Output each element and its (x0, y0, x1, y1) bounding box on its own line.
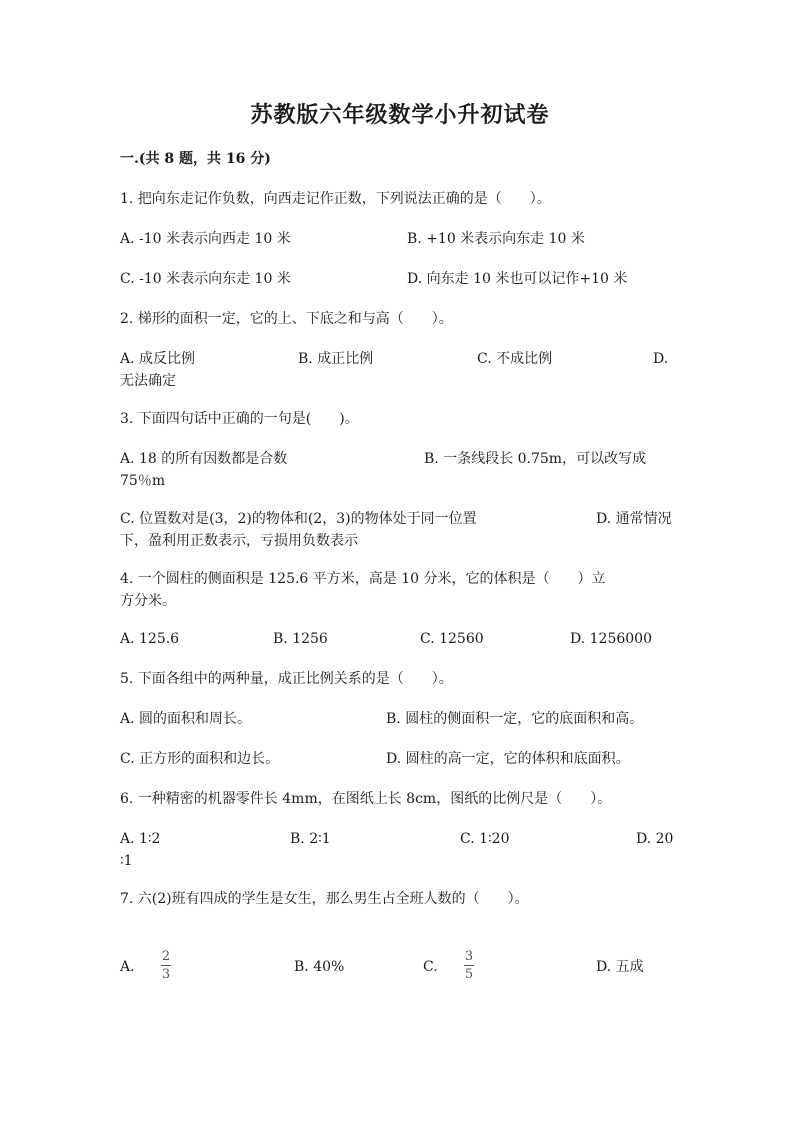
q7-option-d: D. 五成 (596, 959, 644, 975)
fraction-numerator: 2 (161, 949, 171, 964)
q7-option-c-label: C. (423, 959, 438, 975)
q4-option-c: C. 12560 (420, 631, 484, 647)
q6-option-b: B. 2∶1 (290, 831, 331, 847)
question-3-stem: 3. 下面四句话中正确的一句是( )。 (120, 411, 359, 427)
section-heading: 一.(共 8 题，共 16 分) (120, 151, 271, 167)
fraction-bar (161, 965, 171, 966)
question-4-stem-cont: 方分米。 (120, 593, 176, 609)
q5-option-a: A. 圆的面积和周长。 (120, 711, 252, 727)
q6-option-c: C. 1∶20 (460, 831, 510, 847)
question-2-stem: 2. 梯形的面积一定，它的上、下底之和与高（ ）。 (120, 311, 453, 327)
q5-option-c: C. 正方形的面积和边长。 (120, 751, 280, 767)
q3-option-a: A. 18 的所有因数都是合数 (120, 451, 288, 467)
question-1-stem: 1. 把向东走记作负数，向西走记作正数，下列说法正确的是（ ）。 (120, 191, 551, 207)
fraction-denominator: 3 (161, 967, 171, 982)
question-7-stem: 7. 六(2)班有四成的学生是女生，那么男生占全班人数的（ ）。 (120, 891, 529, 907)
q2-option-d-text: 无法确定 (120, 373, 176, 389)
fraction-numerator: 3 (464, 949, 474, 964)
q2-option-d-label: D. (653, 351, 669, 367)
q3-option-d-cont: 下，盈利用正数表示，亏损用负数表示 (120, 533, 358, 549)
q1-option-a: A. -10 米表示向西走 10 米 (120, 231, 291, 247)
q6-option-a: A. 1∶2 (120, 831, 161, 847)
q1-option-c: C. -10 米表示向东走 10 米 (120, 271, 291, 287)
q4-option-b: B. 1256 (273, 631, 328, 647)
q6-option-d-label: D. 20 (636, 831, 674, 847)
q7-option-b: B. 40% (294, 959, 345, 975)
q3-option-b: B. 一条线段长 0.75m，可以改写成 (424, 451, 647, 467)
q7-option-a-label: A. (120, 959, 135, 975)
q5-option-d: D. 圆柱的高一定，它的体积和底面积。 (386, 751, 630, 767)
q2-option-c: C. 不成比例 (477, 351, 553, 367)
q2-option-b: B. 成正比例 (298, 351, 374, 367)
question-5-stem: 5. 下面各组中的两种量，成正比例关系的是（ ）。 (120, 671, 453, 687)
q6-option-d-cont: ∶1 (120, 853, 133, 869)
fraction-bar (464, 965, 474, 966)
question-6-stem: 6. 一种精密的机器零件长 4mm，在图纸上长 8cm，图纸的比例尺是（ ）。 (120, 791, 612, 807)
q3-option-c: C. 位置数对是(3，2)的物体和(2，3)的物体处于同一位置 (120, 511, 477, 527)
q4-option-d: D. 1256000 (570, 631, 652, 647)
q1-option-b: B. +10 米表示向东走 10 米 (407, 231, 585, 247)
q7-option-c-fraction (464, 950, 474, 981)
fraction-denominator: 5 (464, 967, 474, 982)
q5-option-b: B. 圆柱的侧面积一定，它的底面积和高。 (386, 711, 644, 727)
q4-option-a: A. 125.6 (120, 631, 180, 647)
q3-option-d: D. 通常情况 (596, 511, 672, 527)
q1-option-d: D. 向东走 10 米也可以记作+10 米 (407, 271, 628, 287)
q7-option-a-fraction (161, 950, 171, 981)
q3-option-b-cont: 75％m (120, 473, 166, 489)
q2-option-a: A. 成反比例 (120, 351, 196, 367)
page-title: 苏教版六年级数学小升初试卷 (250, 102, 550, 128)
question-4-stem: 4. 一个圆柱的侧面积是 125.6 平方米，高是 10 分米，它的体积是（ ）立 (120, 571, 606, 587)
